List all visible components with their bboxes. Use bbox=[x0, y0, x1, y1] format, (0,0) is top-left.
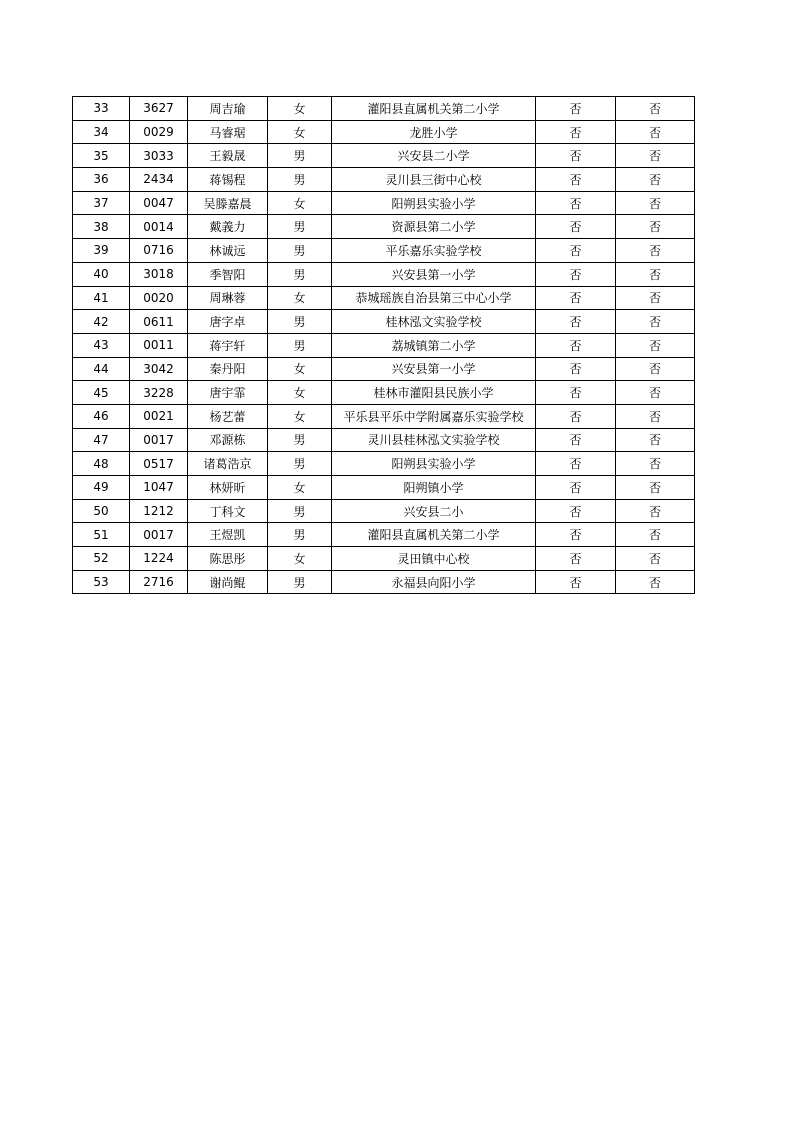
flag-a: 否 bbox=[536, 381, 616, 405]
row-number: 38 bbox=[73, 215, 130, 239]
table-row bbox=[73, 547, 695, 571]
school-name bbox=[332, 381, 536, 405]
school-name-text: 灵川县桂林泓文实验学校 bbox=[367, 433, 500, 448]
roster-body bbox=[73, 97, 695, 594]
flag-b: 否 bbox=[616, 191, 695, 215]
student-code: 1047 bbox=[130, 476, 188, 500]
table-row bbox=[73, 428, 695, 452]
student-roster-table bbox=[72, 96, 695, 594]
table-row bbox=[73, 239, 695, 263]
flag-a: 否 bbox=[536, 120, 616, 144]
row-number: 52 bbox=[73, 547, 130, 571]
student-sex: 男 bbox=[268, 168, 332, 192]
row-number: 46 bbox=[73, 404, 130, 428]
flag-b: 否 bbox=[616, 215, 695, 239]
student-code: 3033 bbox=[130, 144, 188, 168]
student-name: 唐字卓 bbox=[188, 310, 268, 334]
row-number: 33 bbox=[73, 97, 130, 121]
table-row bbox=[73, 357, 695, 381]
row-number: 42 bbox=[73, 310, 130, 334]
school-name bbox=[332, 476, 536, 500]
school-name-text: 灵川县三街中心校 bbox=[385, 172, 482, 187]
student-sex: 男 bbox=[268, 428, 332, 452]
student-sex: 女 bbox=[268, 357, 332, 381]
flag-b: 否 bbox=[616, 262, 695, 286]
flag-b: 否 bbox=[616, 97, 695, 121]
row-number: 40 bbox=[73, 262, 130, 286]
flag-b: 否 bbox=[616, 168, 695, 192]
student-code: 0047 bbox=[130, 191, 188, 215]
student-code: 3627 bbox=[130, 97, 188, 121]
table-row bbox=[73, 404, 695, 428]
table-row bbox=[73, 452, 695, 476]
flag-a: 否 bbox=[536, 191, 616, 215]
row-number: 41 bbox=[73, 286, 130, 310]
row-number: 36 bbox=[73, 168, 130, 192]
student-name: 季智阳 bbox=[188, 262, 268, 286]
student-name: 马睿琚 bbox=[188, 120, 268, 144]
row-number: 49 bbox=[73, 476, 130, 500]
table-row bbox=[73, 333, 695, 357]
flag-b: 否 bbox=[616, 570, 695, 594]
student-name: 诸葛浩京 bbox=[188, 452, 268, 476]
student-code: 0017 bbox=[130, 428, 188, 452]
student-name: 蒋宇轩 bbox=[188, 333, 268, 357]
student-name: 丁科文 bbox=[188, 499, 268, 523]
student-code: 3042 bbox=[130, 357, 188, 381]
student-code: 0017 bbox=[130, 523, 188, 547]
student-code: 0020 bbox=[130, 286, 188, 310]
student-sex: 女 bbox=[268, 120, 332, 144]
school-name bbox=[332, 97, 536, 121]
school-name bbox=[332, 144, 536, 168]
student-name: 邓源栋 bbox=[188, 428, 268, 452]
flag-b: 否 bbox=[616, 239, 695, 263]
student-name: 谢尚鲲 bbox=[188, 570, 268, 594]
school-name bbox=[332, 191, 536, 215]
student-sex: 女 bbox=[268, 404, 332, 428]
student-code: 1224 bbox=[130, 547, 188, 571]
flag-b: 否 bbox=[616, 547, 695, 571]
student-sex: 女 bbox=[268, 381, 332, 405]
flag-b: 否 bbox=[616, 499, 695, 523]
student-sex: 男 bbox=[268, 310, 332, 334]
school-name bbox=[332, 215, 536, 239]
school-name bbox=[332, 404, 536, 428]
row-number: 35 bbox=[73, 144, 130, 168]
student-sex: 男 bbox=[268, 215, 332, 239]
flag-a: 否 bbox=[536, 357, 616, 381]
student-name: 唐宇霏 bbox=[188, 381, 268, 405]
school-name-text: 恭城瑶族自治县第三中心小学 bbox=[355, 291, 512, 306]
student-code: 0029 bbox=[130, 120, 188, 144]
student-sex: 女 bbox=[268, 286, 332, 310]
student-code: 1212 bbox=[130, 499, 188, 523]
flag-a: 否 bbox=[536, 215, 616, 239]
school-name bbox=[332, 120, 536, 144]
flag-a: 否 bbox=[536, 547, 616, 571]
school-name bbox=[332, 239, 536, 263]
student-code: 0011 bbox=[130, 333, 188, 357]
school-name-text: 桂林泓文实验学校 bbox=[385, 315, 482, 330]
student-sex: 女 bbox=[268, 476, 332, 500]
flag-a: 否 bbox=[536, 333, 616, 357]
flag-a: 否 bbox=[536, 286, 616, 310]
school-name-text: 灵田镇中心校 bbox=[397, 551, 470, 566]
table-row bbox=[73, 120, 695, 144]
student-name: 戴義力 bbox=[188, 215, 268, 239]
student-sex: 女 bbox=[268, 191, 332, 215]
school-name-text: 平乐嘉乐实验学校 bbox=[385, 243, 482, 258]
table-row bbox=[73, 381, 695, 405]
school-name bbox=[332, 547, 536, 571]
table-row bbox=[73, 310, 695, 334]
table-row bbox=[73, 523, 695, 547]
student-name: 蒋锡程 bbox=[188, 168, 268, 192]
student-sex: 男 bbox=[268, 523, 332, 547]
school-name bbox=[332, 357, 536, 381]
school-name-text: 兴安县二小 bbox=[403, 504, 464, 519]
school-name-text: 龙胜小学 bbox=[409, 125, 458, 140]
flag-a: 否 bbox=[536, 262, 616, 286]
school-name bbox=[332, 523, 536, 547]
student-name: 周吉瑜 bbox=[188, 97, 268, 121]
row-number: 47 bbox=[73, 428, 130, 452]
flag-b: 否 bbox=[616, 120, 695, 144]
flag-a: 否 bbox=[536, 476, 616, 500]
table-row bbox=[73, 262, 695, 286]
school-name-text: 阳朔县实验小学 bbox=[391, 457, 476, 472]
flag-a: 否 bbox=[536, 428, 616, 452]
student-code: 2434 bbox=[130, 168, 188, 192]
flag-a: 否 bbox=[536, 452, 616, 476]
flag-a: 否 bbox=[536, 499, 616, 523]
flag-a: 否 bbox=[536, 404, 616, 428]
student-code: 3018 bbox=[130, 262, 188, 286]
table-row bbox=[73, 286, 695, 310]
row-number: 37 bbox=[73, 191, 130, 215]
school-name bbox=[332, 452, 536, 476]
school-name bbox=[332, 499, 536, 523]
school-name bbox=[332, 168, 536, 192]
student-name: 林诚远 bbox=[188, 239, 268, 263]
student-name: 周琳蓉 bbox=[188, 286, 268, 310]
school-name bbox=[332, 570, 536, 594]
student-name: 吴滕嘉晨 bbox=[188, 191, 268, 215]
school-name-text: 平乐县平乐中学附属嘉乐实验学校 bbox=[343, 409, 524, 424]
flag-b: 否 bbox=[616, 286, 695, 310]
school-name-text: 灌阳县直属机关第二小学 bbox=[367, 101, 500, 116]
flag-b: 否 bbox=[616, 428, 695, 452]
student-sex: 男 bbox=[268, 499, 332, 523]
student-sex: 男 bbox=[268, 452, 332, 476]
row-number: 50 bbox=[73, 499, 130, 523]
row-number: 34 bbox=[73, 120, 130, 144]
row-number: 43 bbox=[73, 333, 130, 357]
school-name bbox=[332, 262, 536, 286]
school-name-text: 兴安县第一小学 bbox=[391, 267, 476, 282]
student-sex: 女 bbox=[268, 97, 332, 121]
student-name: 陈思彤 bbox=[188, 547, 268, 571]
table-row bbox=[73, 97, 695, 121]
row-number: 48 bbox=[73, 452, 130, 476]
row-number: 53 bbox=[73, 570, 130, 594]
table-row bbox=[73, 144, 695, 168]
school-name-text: 永福县向阳小学 bbox=[391, 575, 476, 590]
flag-b: 否 bbox=[616, 381, 695, 405]
flag-a: 否 bbox=[536, 97, 616, 121]
table-row bbox=[73, 476, 695, 500]
flag-a: 否 bbox=[536, 144, 616, 168]
school-name bbox=[332, 428, 536, 452]
school-name-text: 兴安县二小学 bbox=[397, 149, 470, 164]
table-row bbox=[73, 570, 695, 594]
school-name bbox=[332, 286, 536, 310]
flag-a: 否 bbox=[536, 310, 616, 334]
flag-b: 否 bbox=[616, 333, 695, 357]
student-code: 0611 bbox=[130, 310, 188, 334]
table-row bbox=[73, 215, 695, 239]
flag-a: 否 bbox=[536, 570, 616, 594]
flag-b: 否 bbox=[616, 476, 695, 500]
flag-b: 否 bbox=[616, 357, 695, 381]
student-name: 秦丹阳 bbox=[188, 357, 268, 381]
student-code: 3228 bbox=[130, 381, 188, 405]
flag-b: 否 bbox=[616, 404, 695, 428]
flag-a: 否 bbox=[536, 168, 616, 192]
student-code: 0014 bbox=[130, 215, 188, 239]
school-name-text: 资源县第二小学 bbox=[391, 220, 476, 235]
student-code: 0517 bbox=[130, 452, 188, 476]
school-name-text: 兴安县第一小学 bbox=[391, 362, 476, 377]
flag-b: 否 bbox=[616, 452, 695, 476]
student-name: 杨艺蕾 bbox=[188, 404, 268, 428]
school-name-text: 荔城镇第二小学 bbox=[391, 338, 476, 353]
school-name-text: 阳朔县实验小学 bbox=[391, 196, 476, 211]
student-code: 2716 bbox=[130, 570, 188, 594]
flag-b: 否 bbox=[616, 144, 695, 168]
flag-b: 否 bbox=[616, 523, 695, 547]
table-row bbox=[73, 191, 695, 215]
student-name: 林妍昕 bbox=[188, 476, 268, 500]
student-sex: 男 bbox=[268, 262, 332, 286]
row-number: 51 bbox=[73, 523, 130, 547]
student-name: 王煜凯 bbox=[188, 523, 268, 547]
student-code: 0021 bbox=[130, 404, 188, 428]
row-number: 44 bbox=[73, 357, 130, 381]
school-name-text: 阳朔镇小学 bbox=[403, 480, 464, 495]
school-name-text: 桂林市灌阳县民族小学 bbox=[373, 386, 494, 401]
student-sex: 男 bbox=[268, 570, 332, 594]
student-sex: 男 bbox=[268, 239, 332, 263]
school-name-text: 灌阳县直属机关第二小学 bbox=[367, 528, 500, 543]
flag-b: 否 bbox=[616, 310, 695, 334]
flag-a: 否 bbox=[536, 239, 616, 263]
school-name bbox=[332, 310, 536, 334]
flag-a: 否 bbox=[536, 523, 616, 547]
table-row bbox=[73, 499, 695, 523]
student-sex: 男 bbox=[268, 333, 332, 357]
row-number: 39 bbox=[73, 239, 130, 263]
school-name bbox=[332, 333, 536, 357]
row-number: 45 bbox=[73, 381, 130, 405]
student-code: 0716 bbox=[130, 239, 188, 263]
table-row bbox=[73, 168, 695, 192]
student-sex: 女 bbox=[268, 547, 332, 571]
student-name: 王毅晟 bbox=[188, 144, 268, 168]
student-sex: 男 bbox=[268, 144, 332, 168]
